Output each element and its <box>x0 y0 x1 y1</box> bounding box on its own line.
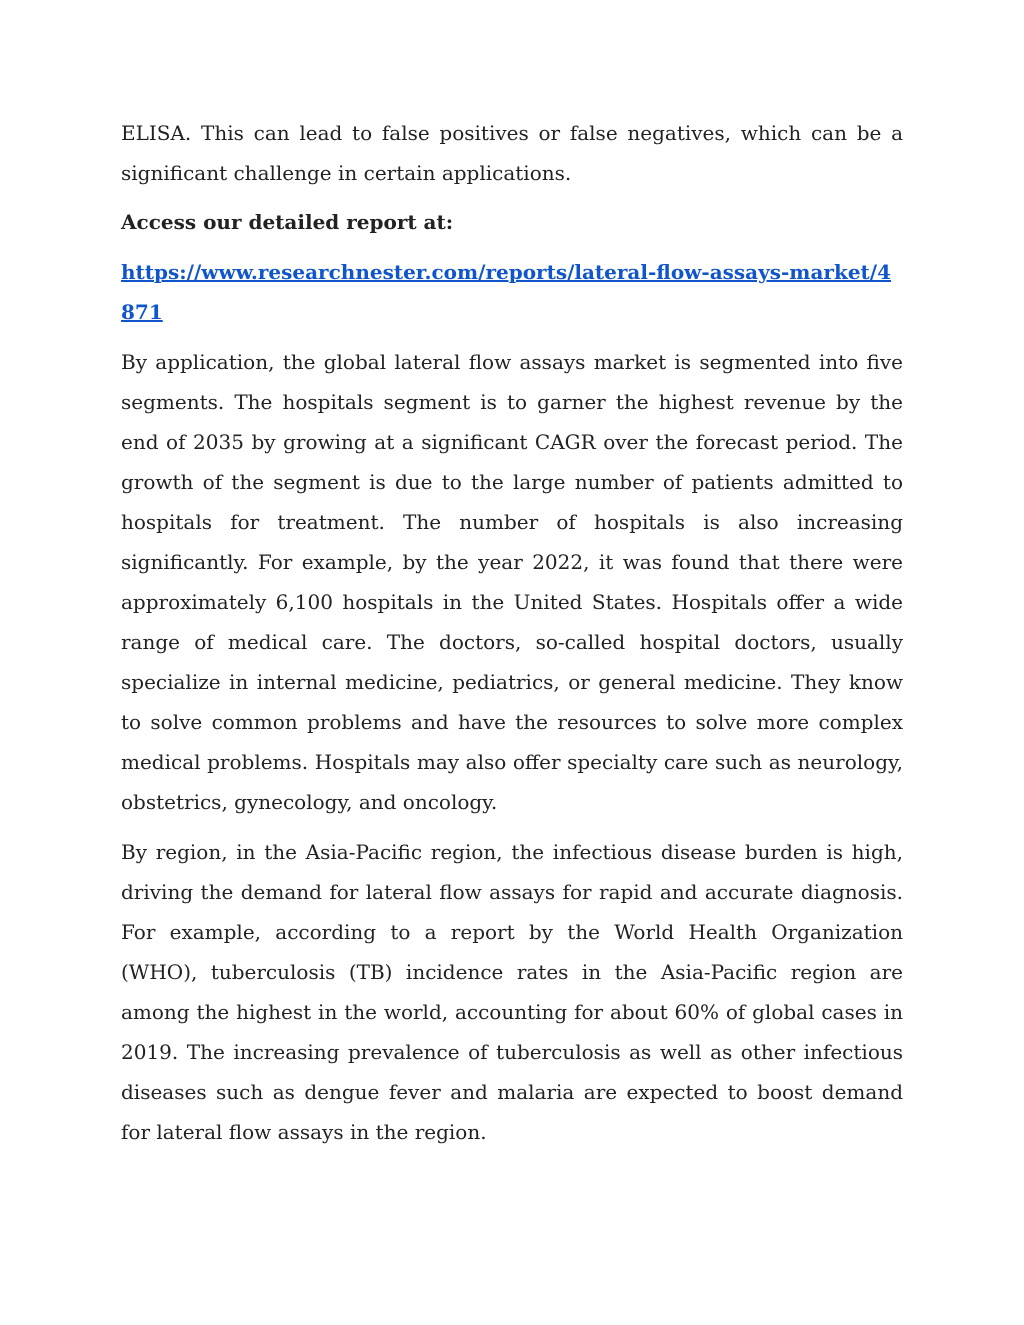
document-page <box>121 113 903 1162</box>
intro-paragraph: ELISA. This can lead to false positives or false negatives, which can be a significant challenge in certain applications. <box>121 121 903 185</box>
report-link[interactable]: https://www.researchnester.com/reports/lateral-flow-assays-market/4871 <box>121 260 892 324</box>
application-paragraph: By application, the global lateral flow assays market is segmented into five segments. The hospitals segment is to garner the highest revenue by the end of 2035 by growing at a significant CAGR over the forecast period. The growth of the segment is due to the large number of patients admitted to hospitals for treatment. The number of hospitals is also increasing significantly. For example, by the year 2022, it was found that there were approximately 6,100 hospitals in the United States. Hospitals offer a wide range of medical care. The doctors, so-called hospital doctors, usually specialize in internal medicine, pediatrics, or general medicine. They know to solve common problems and have the resources to solve more complex medical problems. Hospitals may also offer specialty care such as neurology, obstetrics, gynecology, and oncology. <box>121 350 903 814</box>
access-report-heading: Access our detailed report at: <box>121 210 454 234</box>
region-paragraph: By region, in the Asia-Pacific region, the infectious disease burden is high, driving the demand for lateral flow assays for rapid and accurate diagnosis. For example, according to a report by the World Health Organization (WHO), tuberculosis (TB) incidence rates in the Asia-Pacific region are among the highest in the world, accounting for about 60% of global cases in 2019. The increasing prevalence of tuberculosis as well as other infectious diseases such as dengue fever and malaria are expected to boost demand for lateral flow assays in the region. <box>121 840 903 1144</box>
report-link-container <box>121 252 903 332</box>
